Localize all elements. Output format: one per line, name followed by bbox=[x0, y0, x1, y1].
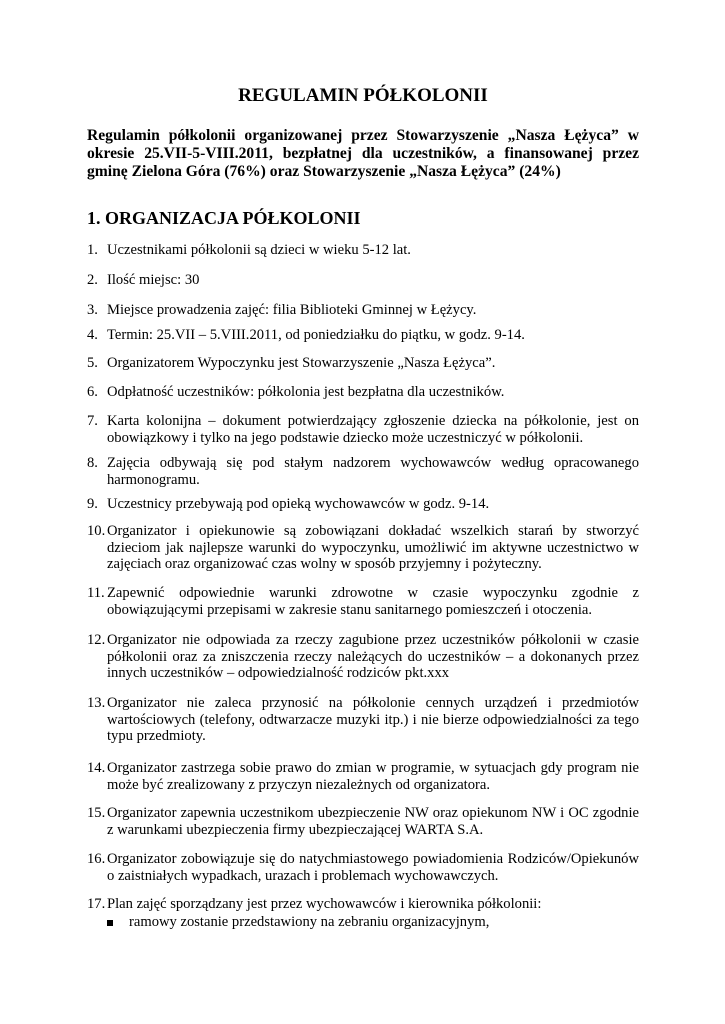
item-text: Termin: 25.VII – 5.VIII.2011, od poniedziałku do piątku, w godz. 9-14. bbox=[107, 327, 525, 343]
sub-bullet-text: ramowy zostanie przedstawiony na zebraniu organizacyjnym, bbox=[129, 914, 490, 930]
item-text: Karta kolonijna – dokument potwierdzający zgłoszenie dziecka na półkolonie, jest on obowiązkowy i tylko na jego podstawie dziecko może uczestniczyć w półkolonii. bbox=[107, 413, 639, 446]
item-number: 7. bbox=[87, 413, 98, 429]
item-text: Ilość miejsc: 30 bbox=[107, 272, 200, 288]
square-bullet-icon bbox=[107, 920, 113, 926]
document-title: REGULAMIN PÓŁKOLONII bbox=[238, 85, 488, 106]
item-text: Organizator i opiekunowie są zobowiązani dokładać wszelkich starań by stworzyć dzieciom jak najlepsze warunki do wypoczynku, umożliwić im aktywne uczestnictwo w zajęciach oraz organizować czas wolny w sposób przyjemny i pożyteczny. bbox=[107, 523, 639, 573]
item-text: Organizator zapewnia uczestnikom ubezpieczenie NW oraz opiekunom NW i OC zgodnie z warunkami ubezpieczenia firmy ubezpieczającej WARTA S.A. bbox=[107, 805, 639, 838]
item-text: Organizator nie zaleca przynosić na półkolonie cennych urządzeń i przedmiotów wartościowych (telefony, odtwarzacze muzyki itp.) i nie bierze odpowiedzialności za tego typu przedmioty. bbox=[107, 695, 639, 745]
item-number: 3. bbox=[87, 302, 98, 318]
item-text: Miejsce prowadzenia zajęć: filia Biblioteki Gminnej w Łężycy. bbox=[107, 302, 477, 318]
item-text: Organizator zobowiązuje się do natychmiastowego powiadomienia Rodziców/Opiekunów o zaistniałych wypadkach, urazach i problemach wychowawczych. bbox=[107, 851, 639, 884]
item-text: Organizator nie odpowiada za rzeczy zagubione przez uczestników półkolonii w czasie półkolonii oraz za zniszczenia rzeczy należących do uczestników – a dokonanych przez innych uczestników – odpowiedzialność rodziców pkt.xxx bbox=[107, 632, 639, 682]
item-number: 15. bbox=[87, 805, 106, 821]
item-text: Odpłatność uczestników: półkolonia jest bezpłatna dla uczestników. bbox=[107, 384, 505, 400]
item-number: 6. bbox=[87, 384, 98, 400]
item-number: 2. bbox=[87, 272, 98, 288]
item-number: 16. bbox=[87, 851, 106, 867]
item-text: Zapewnić odpowiednie warunki zdrowotne w czasie wypoczynku zgodnie z obowiązującymi przepisami w zakresie stanu sanitarnego pomieszczeń i otoczenia. bbox=[107, 585, 639, 618]
item-number: 4. bbox=[87, 327, 98, 343]
item-number: 14. bbox=[87, 760, 106, 776]
item-text: Zajęcia odbywają się pod stałym nadzorem wychowawców według opracowanego harmonogramu. bbox=[107, 455, 639, 488]
document-page bbox=[87, 0, 639, 1024]
item-number: 8. bbox=[87, 455, 98, 471]
item-number: 12. bbox=[87, 632, 106, 648]
document-intro: Regulamin półkolonii organizowanej przez Stowarzyszenie „Nasza Łężyca” w okresie 25.VII-5-VIII.2011, bezpłatnej dla uczestników, a finansowanej przez gminę Zielona Góra (76%) oraz Stowarzyszenie „Nasza Łężyca” (24%) bbox=[87, 127, 639, 180]
item-number: 11. bbox=[87, 585, 105, 601]
item-text: Uczestnicy przebywają pod opieką wychowawców w godz. 9-14. bbox=[107, 496, 490, 512]
item-number: 13. bbox=[87, 695, 106, 711]
item-number: 5. bbox=[87, 355, 98, 371]
item-number: 1. bbox=[87, 242, 98, 258]
item-text: Organizatorem Wypoczynku jest Stowarzyszenie „Nasza Łężyca”. bbox=[107, 355, 496, 371]
item-text: Plan zajęć sporządzany jest przez wychowawców i kierownika półkolonii: bbox=[107, 896, 542, 912]
item-text: Organizator zastrzega sobie prawo do zmian w programie, w sytuacjach gdy program nie może być zrealizowany z przyczyn niezależnych od organizatora. bbox=[107, 760, 639, 793]
item-number: 10. bbox=[87, 523, 106, 539]
item-number: 9. bbox=[87, 496, 98, 512]
section-heading: 1. ORGANIZACJA PÓŁKOLONII bbox=[87, 208, 361, 228]
item-text: Uczestnikami półkolonii są dzieci w wieku 5-12 lat. bbox=[107, 242, 411, 258]
item-number: 17. bbox=[87, 896, 106, 912]
